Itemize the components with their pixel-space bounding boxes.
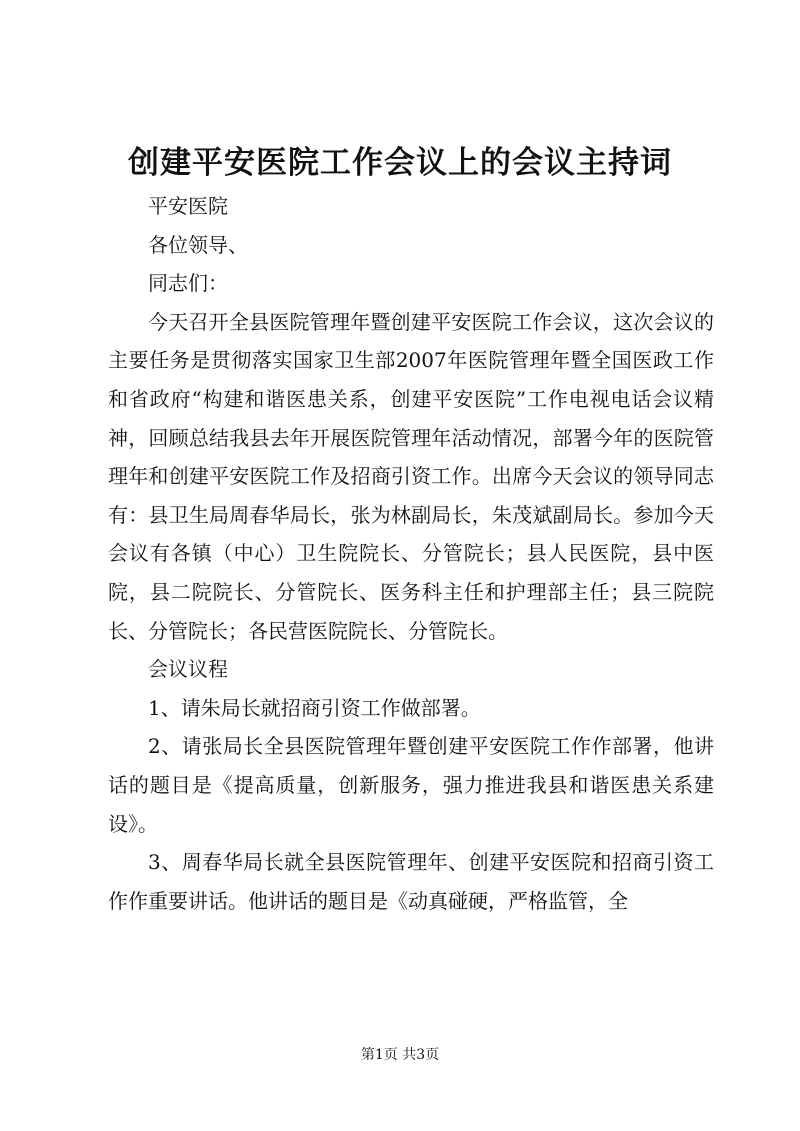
- document-body: [108, 187, 714, 920]
- agenda-item-3: 3、周春华局长就全县医院管理年、创建平安医院和招商引资工作作重要讲话。他讲话的题目是《动真碰硬，严格监管，全: [108, 850, 714, 913]
- agenda-heading: 会议议程: [148, 657, 228, 682]
- document-title: 创建平安医院工作会议上的会议主持词: [128, 145, 672, 181]
- page-number-footer: 第1页 共3页: [360, 1047, 440, 1063]
- agenda-item-2: 2、请张局长全县医院管理年暨创建平安医院工作作部署，他讲话的题目是《提高质量，创新服务，强力推进我县和谐医患关系建设》。: [108, 734, 714, 836]
- agenda-item-1: 1、请朱局长就招商引资工作做部署。: [148, 695, 481, 720]
- salutation-comrades: 同志们：: [148, 271, 228, 296]
- salutation-org: 平安医院: [148, 194, 228, 218]
- salutation-leaders: 各位领导、: [148, 232, 248, 257]
- opening-paragraph: 今天召开全县医院管理年暨创建平安医院工作会议，这次会议的主要任务是贯彻落实国家卫生部2007年医院管理年暨全国医政工作和省政府“构建和谐医患关系，创建平安医院”工作电视电话会议精神，回顾总结我县去年开展医院管理年活动情况，部署今年的医院管理年和创建平安医院工作及招商引资工作。出席今天会议的领导同志有：县卫生局周春华局长，张为林副局长，朱茂斌副局长。参加今天会议有各镇（中心）卫生院院长、分管院长；县人民医院，县中医院，县二院院长、分管院长、医务科主任和护理部主任；县三院院长、分管院长；各民营医院院长、分管院长。: [108, 309, 714, 643]
